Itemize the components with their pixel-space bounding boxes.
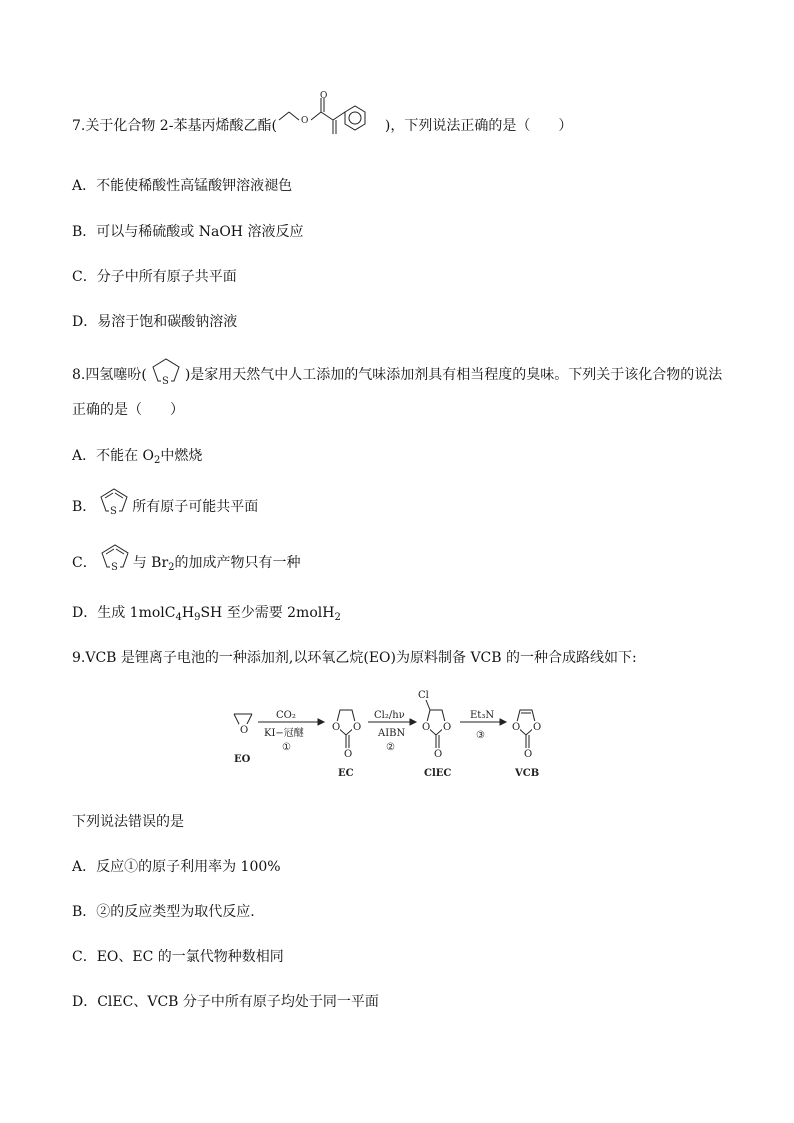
step1-reagent-bottom: KI−冠醚	[264, 728, 304, 739]
ethyl-2-phenylacrylate-structure	[277, 90, 385, 136]
step1-number: ①	[282, 742, 291, 753]
svg-text:S: S	[110, 562, 118, 573]
q8-option-b: B． S 所有原子可能共平面	[72, 496, 258, 518]
svg-text:O: O	[240, 725, 249, 736]
q9-option-a: A．反应①的原子利用率为 100%	[72, 859, 281, 875]
step2-reagent-bottom: AIBN	[378, 728, 406, 739]
q8-option-d: D．生成 $1molC_4H_9SH$ 至少需要 2molH$_2$	[72, 605, 341, 623]
svg-text:O: O	[524, 749, 533, 760]
q7-stem	[72, 91, 573, 136]
q7-prefix: 7.关于化合物 2-苯基丙烯酸乙酯(	[72, 118, 277, 134]
q8-option-a: A．不能在 $O_2$中燃烧	[72, 448, 203, 466]
step3-number: ③	[476, 730, 485, 741]
step3-reagent-top: Et₃N	[470, 710, 495, 721]
q8-stem	[72, 363, 722, 387]
tetrahydrothiophene-structure	[147, 357, 185, 387]
q8-suffix: )是家用天然气中人工添加的气味添加剂具有相当程度的臭味。下列关于该化合物的说法	[184, 367, 723, 383]
q8-stem-line2: 正确的是（ ）	[72, 402, 184, 418]
vcb-label: VCB	[515, 768, 540, 779]
step2-number: ②	[386, 742, 395, 753]
q9-prompt: 下列说法错误的是	[72, 814, 184, 830]
svg-text:S: S	[110, 506, 118, 517]
svg-text:O: O	[332, 722, 341, 733]
q7-suffix: )，下列说法正确的是（ ）	[384, 118, 573, 134]
q7-option-b: B．可以与稀硫酸或 NaOH 溶液反应	[72, 224, 304, 240]
thiophene-structure-c	[97, 542, 133, 574]
svg-text:O: O	[422, 722, 431, 733]
step2-reagent-top: Cl₂/hν	[374, 710, 405, 721]
svg-text:O: O	[533, 722, 542, 733]
svg-text:O: O	[443, 722, 452, 733]
ec-label: EC	[338, 768, 354, 779]
q7-option-d: D．易溶于饱和碳酸钠溶液	[72, 314, 238, 330]
q9-option-d: D．ClEC、VCB 分子中所有原子均处于同一平面	[72, 994, 379, 1010]
q9-option-b: B．②的反应类型为取代反应.	[72, 904, 255, 920]
synthesis-scheme	[228, 688, 568, 788]
q9-stem: 9.VCB 是锂离子电池的一种添加剂,以环氧乙烷(EO)为原料制备 VCB 的一种合成路线如下:	[72, 650, 637, 666]
svg-text:O: O	[434, 749, 443, 760]
q9-option-c: C．EO、EC 的一氯代物种数相同	[72, 949, 284, 965]
q7-option-c: C．分子中所有原子共平面	[72, 269, 237, 285]
ring-sulfur-label: S	[161, 376, 169, 387]
q8-option-c: C． S 与 $Br_2$的加成产物只有一种	[72, 552, 301, 574]
thiophene-structure-b	[96, 486, 132, 518]
q8-prefix: 8.四氢噻吩(	[72, 367, 147, 383]
eo-label: EO	[234, 754, 251, 765]
svg-text:O: O	[319, 91, 328, 101]
svg-text:O: O	[300, 116, 309, 126]
ciec-label: ClEC	[424, 768, 452, 779]
svg-text:O: O	[353, 722, 362, 733]
svg-text:O: O	[512, 722, 521, 733]
svg-text:O: O	[344, 749, 353, 760]
step1-reagent-top: CO₂	[276, 710, 296, 721]
q7-option-a: A．不能使稀酸性高锰酸钾溶液褪色	[72, 178, 293, 194]
ciec-chlorine-label: Cl	[418, 690, 429, 701]
